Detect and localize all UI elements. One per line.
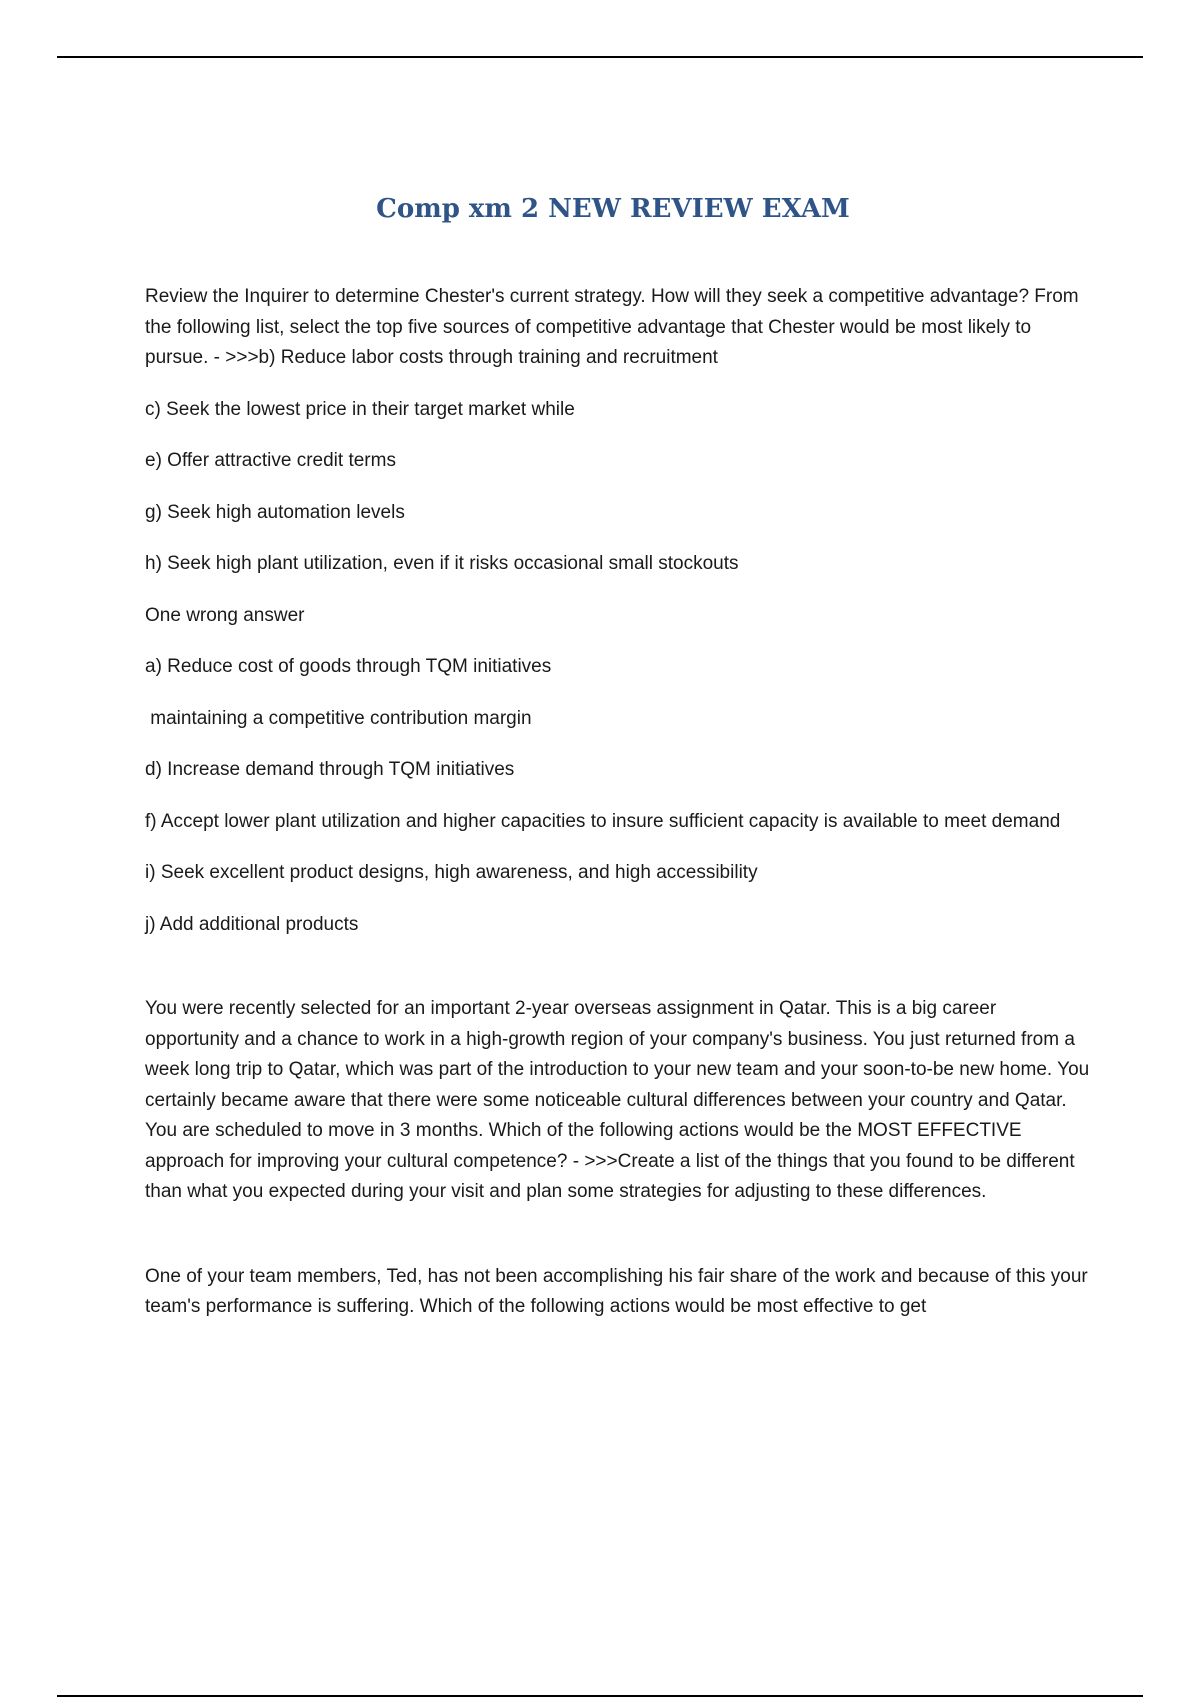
bottom-rule bbox=[57, 1695, 1143, 1697]
answer-line: e) Offer attractive credit terms bbox=[145, 450, 396, 471]
wrong-answer-heading: One wrong answer bbox=[145, 604, 305, 626]
answer-line: g) Seek high automation levels bbox=[145, 501, 405, 523]
answer-line: j) Add additional products bbox=[145, 913, 359, 935]
answer-line: h) Seek high plant utilization, even if it risks occasional small stockouts bbox=[145, 553, 739, 574]
document-body bbox=[145, 282, 1090, 1344]
answer-line: a) Reduce cost of goods through TQM initiatives bbox=[145, 656, 552, 677]
answer-line: d) Increase demand through TQM initiatives bbox=[145, 759, 515, 780]
answer-line: i) Seek excellent product designs, high awareness, and high accessibility bbox=[145, 862, 758, 883]
question-3-paragraph: One of your team members, Ted, has not been accomplishing his fair share of the work and because of this your team's performance is suffering. Which of the following actions would be most effective to get bbox=[145, 1265, 1088, 1317]
top-rule bbox=[57, 56, 1143, 58]
answer-line: maintaining a competitive contribution margin bbox=[145, 707, 532, 729]
answer-line: f) Accept lower plant utilization and higher capacities to insure sufficient capacity is available to meet demand bbox=[145, 810, 1061, 832]
question-2-paragraph: You were recently selected for an important 2-year overseas assignment in Qatar. This is a big career opportunity and a chance to work in a high-growth region of your company's business. You just returned from a week long trip to Qatar, which was part of the introduction to your new team and your soon-to-be new home. You certainly became aware that there were some noticeable cultural differences between your country and Qatar. You are scheduled to move in 3 months. Which of the following actions would be the MOST EFFECTIVE approach for improving your cultural competence? - >>>Create a list of the things that you found to be different than what you expected during your visit and plan some strategies for adjusting to these differences. bbox=[145, 998, 1090, 1202]
question-1-prompt: Review the Inquirer to determine Chester's current strategy. How will they seek a competitive advantage? From the following list, select the top five sources of competitive advantage that Chester would be most likely to pursue. - >>>b) Reduce labor costs through training and recruitment bbox=[145, 286, 1079, 368]
answer-line: c) Seek the lowest price in their target market while bbox=[145, 398, 575, 420]
page-title: Comp xm 2 NEW REVIEW EXAM bbox=[376, 194, 850, 224]
